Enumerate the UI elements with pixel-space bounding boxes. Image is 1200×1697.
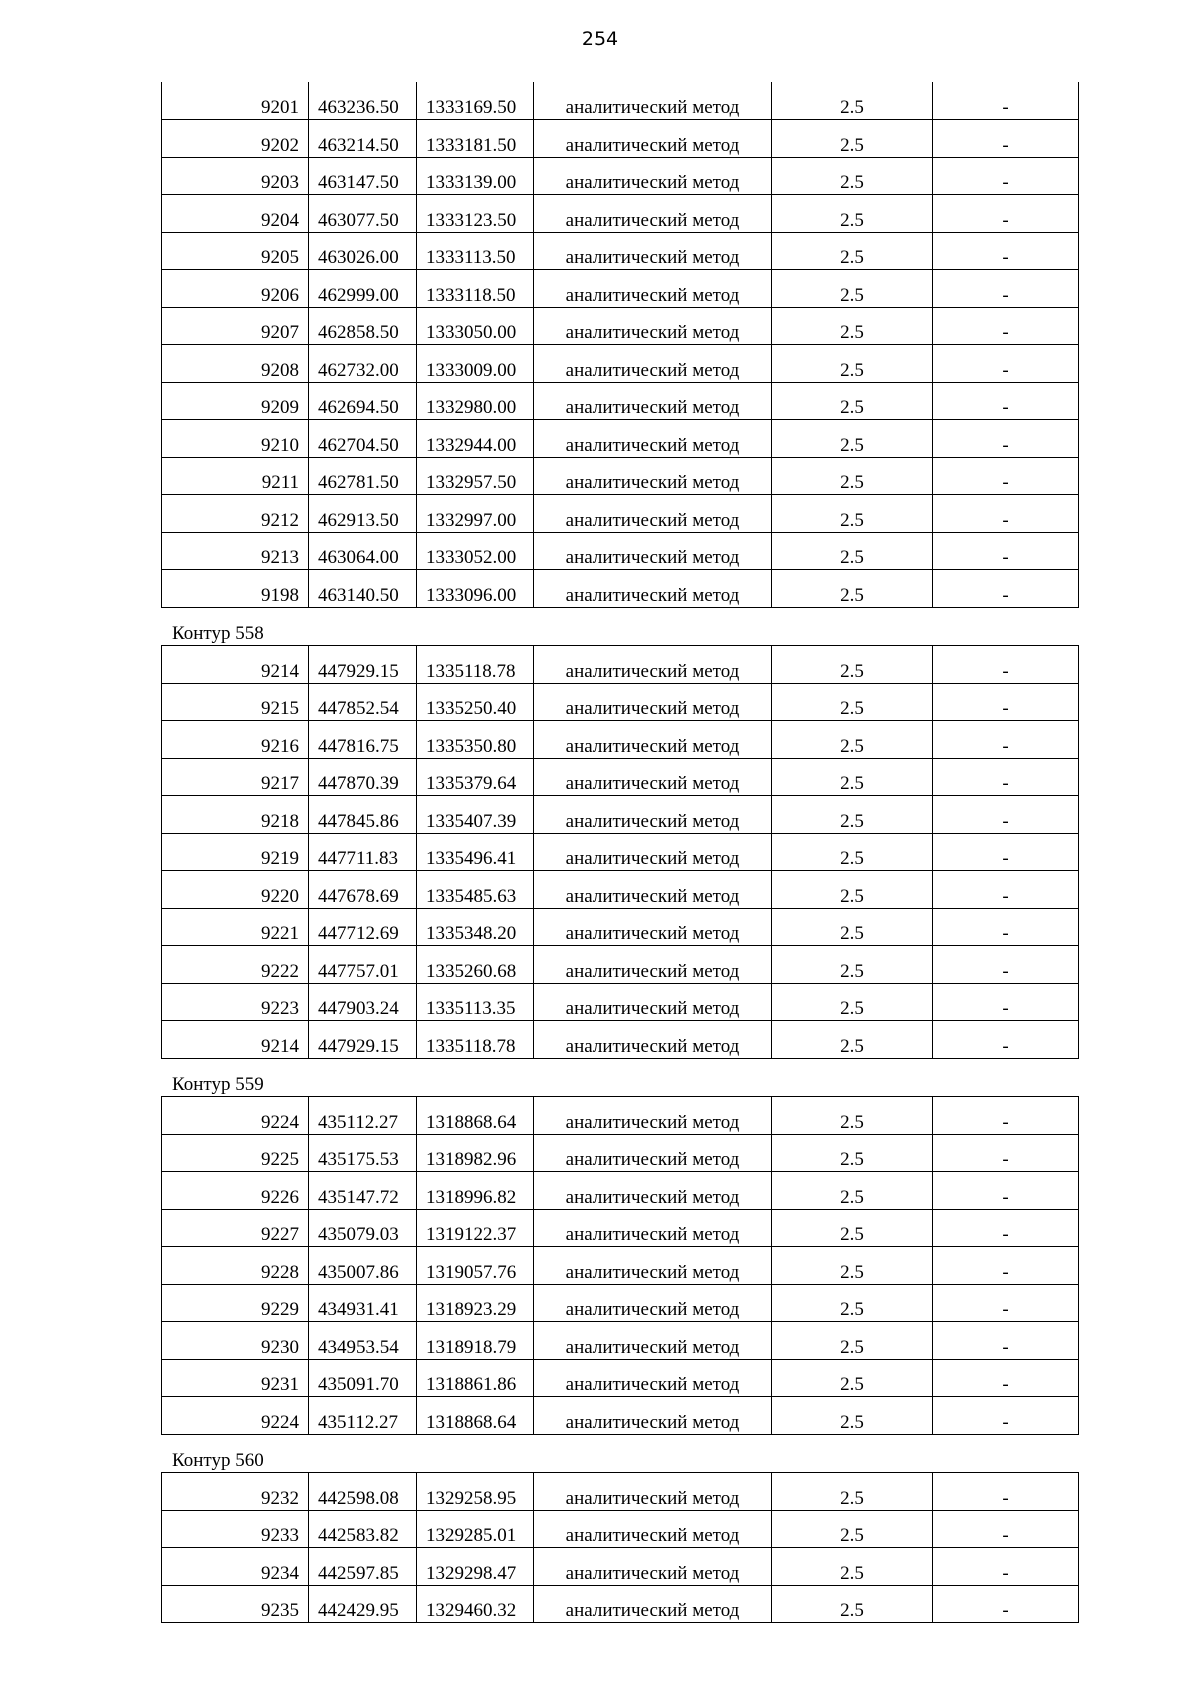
point-number-cell: 9214: [162, 1021, 309, 1059]
table-row: [162, 983, 1079, 1021]
description-cell: -: [933, 270, 1079, 308]
description-cell: -: [933, 1097, 1079, 1135]
description-cell: -: [933, 683, 1079, 721]
description-cell: -: [933, 721, 1079, 759]
method-cell: аналитический метод: [534, 1097, 772, 1135]
x-coordinate-cell: 434931.41: [309, 1284, 417, 1322]
method-cell: аналитический метод: [534, 1359, 772, 1397]
method-cell: аналитический метод: [534, 382, 772, 420]
table-row: [162, 1510, 1079, 1548]
accuracy-cell: 2.5: [772, 82, 933, 120]
description-cell: -: [933, 833, 1079, 871]
y-coordinate-cell: 1318982.96: [417, 1134, 534, 1172]
description-cell: -: [933, 1209, 1079, 1247]
method-cell: аналитический метод: [534, 82, 772, 120]
accuracy-cell: 2.5: [772, 120, 933, 158]
point-number-cell: 9230: [162, 1322, 309, 1360]
contour-label: Контур 558: [172, 623, 264, 644]
x-coordinate-cell: 447929.15: [309, 646, 417, 684]
accuracy-cell: 2.5: [772, 946, 933, 984]
description-cell: -: [933, 1322, 1079, 1360]
accuracy-cell: 2.5: [772, 532, 933, 570]
accuracy-cell: 2.5: [772, 1134, 933, 1172]
description-cell: -: [933, 983, 1079, 1021]
accuracy-cell: 2.5: [772, 721, 933, 759]
accuracy-cell: 2.5: [772, 157, 933, 195]
description-cell: -: [933, 532, 1079, 570]
y-coordinate-cell: 1318868.64: [417, 1097, 534, 1135]
method-cell: аналитический метод: [534, 232, 772, 270]
point-number-cell: 9215: [162, 683, 309, 721]
accuracy-cell: 2.5: [772, 1209, 933, 1247]
method-cell: аналитический метод: [534, 457, 772, 495]
description-cell: -: [933, 946, 1079, 984]
table-row: [162, 1209, 1079, 1247]
point-number-cell: 9228: [162, 1247, 309, 1285]
table-row: [162, 946, 1079, 984]
point-number-cell: 9203: [162, 157, 309, 195]
description-cell: -: [933, 1134, 1079, 1172]
method-cell: аналитический метод: [534, 1247, 772, 1285]
table-row: [162, 532, 1079, 570]
method-cell: аналитический метод: [534, 833, 772, 871]
y-coordinate-cell: 1329258.95: [417, 1473, 534, 1511]
point-number-cell: 9205: [162, 232, 309, 270]
method-cell: аналитический метод: [534, 796, 772, 834]
y-coordinate-cell: 1333169.50: [417, 82, 534, 120]
description-cell: -: [933, 1359, 1079, 1397]
table-row: [162, 796, 1079, 834]
table-row: [162, 1397, 1079, 1435]
description-cell: -: [933, 796, 1079, 834]
y-coordinate-cell: 1335260.68: [417, 946, 534, 984]
method-cell: аналитический метод: [534, 1209, 772, 1247]
description-cell: -: [933, 1247, 1079, 1285]
coordinates-document: [161, 82, 1078, 1623]
table-row: [162, 1473, 1079, 1511]
description-cell: -: [933, 758, 1079, 796]
x-coordinate-cell: 463147.50: [309, 157, 417, 195]
table-row: [162, 1172, 1079, 1210]
x-coordinate-cell: 435091.70: [309, 1359, 417, 1397]
y-coordinate-cell: 1335348.20: [417, 908, 534, 946]
method-cell: аналитический метод: [534, 1021, 772, 1059]
method-cell: аналитический метод: [534, 1473, 772, 1511]
table-row: [162, 307, 1079, 345]
method-cell: аналитический метод: [534, 1284, 772, 1322]
table-row: [162, 420, 1079, 458]
x-coordinate-cell: 442583.82: [309, 1510, 417, 1548]
x-coordinate-cell: 435175.53: [309, 1134, 417, 1172]
point-number-cell: 9232: [162, 1473, 309, 1511]
x-coordinate-cell: 447816.75: [309, 721, 417, 759]
table-row: [162, 120, 1079, 158]
table-row: [162, 1359, 1079, 1397]
point-number-cell: 9198: [162, 570, 309, 608]
point-number-cell: 9224: [162, 1097, 309, 1135]
table-row: [162, 721, 1079, 759]
method-cell: аналитический метод: [534, 1172, 772, 1210]
accuracy-cell: 2.5: [772, 495, 933, 533]
coordinates-table: [161, 645, 1079, 1059]
table-row: [162, 495, 1079, 533]
accuracy-cell: 2.5: [772, 345, 933, 383]
y-coordinate-cell: 1333009.00: [417, 345, 534, 383]
table-row: [162, 758, 1079, 796]
accuracy-cell: 2.5: [772, 646, 933, 684]
description-cell: -: [933, 382, 1079, 420]
accuracy-cell: 2.5: [772, 1284, 933, 1322]
point-number-cell: 9219: [162, 833, 309, 871]
x-coordinate-cell: 447929.15: [309, 1021, 417, 1059]
point-number-cell: 9201: [162, 82, 309, 120]
y-coordinate-cell: 1335407.39: [417, 796, 534, 834]
description-cell: -: [933, 82, 1079, 120]
table-row: [162, 1322, 1079, 1360]
point-number-cell: 9221: [162, 908, 309, 946]
y-coordinate-cell: 1318923.29: [417, 1284, 534, 1322]
table-row: [162, 908, 1079, 946]
description-cell: -: [933, 120, 1079, 158]
description-cell: -: [933, 908, 1079, 946]
x-coordinate-cell: 462858.50: [309, 307, 417, 345]
point-number-cell: 9212: [162, 495, 309, 533]
x-coordinate-cell: 435112.27: [309, 1397, 417, 1435]
method-cell: аналитический метод: [534, 871, 772, 909]
point-number-cell: 9234: [162, 1548, 309, 1586]
point-number-cell: 9206: [162, 270, 309, 308]
x-coordinate-cell: 463064.00: [309, 532, 417, 570]
page-number: 254: [581, 28, 619, 50]
method-cell: аналитический метод: [534, 1322, 772, 1360]
point-number-cell: 9231: [162, 1359, 309, 1397]
table-row: [162, 683, 1079, 721]
x-coordinate-cell: 463214.50: [309, 120, 417, 158]
point-number-cell: 9208: [162, 345, 309, 383]
description-cell: -: [933, 195, 1079, 233]
accuracy-cell: 2.5: [772, 1322, 933, 1360]
table-row: [162, 570, 1079, 608]
y-coordinate-cell: 1333118.50: [417, 270, 534, 308]
accuracy-cell: 2.5: [772, 457, 933, 495]
table-row: [162, 1134, 1079, 1172]
method-cell: аналитический метод: [534, 1510, 772, 1548]
coordinates-table: [161, 1096, 1079, 1435]
x-coordinate-cell: 462999.00: [309, 270, 417, 308]
table-row: [162, 270, 1079, 308]
y-coordinate-cell: 1329460.32: [417, 1585, 534, 1623]
x-coordinate-cell: 463140.50: [309, 570, 417, 608]
description-cell: -: [933, 1397, 1079, 1435]
accuracy-cell: 2.5: [772, 382, 933, 420]
x-coordinate-cell: 462694.50: [309, 382, 417, 420]
x-coordinate-cell: 442429.95: [309, 1585, 417, 1623]
accuracy-cell: 2.5: [772, 270, 933, 308]
accuracy-cell: 2.5: [772, 1585, 933, 1623]
description-cell: -: [933, 871, 1079, 909]
point-number-cell: 9211: [162, 457, 309, 495]
method-cell: аналитический метод: [534, 1548, 772, 1586]
table-row: [162, 82, 1079, 120]
method-cell: аналитический метод: [534, 721, 772, 759]
accuracy-cell: 2.5: [772, 796, 933, 834]
description-cell: -: [933, 1510, 1079, 1548]
y-coordinate-cell: 1335485.63: [417, 871, 534, 909]
point-number-cell: 9233: [162, 1510, 309, 1548]
method-cell: аналитический метод: [534, 683, 772, 721]
accuracy-cell: 2.5: [772, 1097, 933, 1135]
accuracy-cell: 2.5: [772, 1510, 933, 1548]
y-coordinate-cell: 1318868.64: [417, 1397, 534, 1435]
table-row: [162, 345, 1079, 383]
y-coordinate-cell: 1319122.37: [417, 1209, 534, 1247]
x-coordinate-cell: 435147.72: [309, 1172, 417, 1210]
point-number-cell: 9226: [162, 1172, 309, 1210]
table-row: [162, 382, 1079, 420]
x-coordinate-cell: 462913.50: [309, 495, 417, 533]
point-number-cell: 9204: [162, 195, 309, 233]
y-coordinate-cell: 1332980.00: [417, 382, 534, 420]
method-cell: аналитический метод: [534, 495, 772, 533]
point-number-cell: 9214: [162, 646, 309, 684]
method-cell: аналитический метод: [534, 420, 772, 458]
table-row: [162, 457, 1079, 495]
y-coordinate-cell: 1329285.01: [417, 1510, 534, 1548]
y-coordinate-cell: 1335118.78: [417, 646, 534, 684]
accuracy-cell: 2.5: [772, 1548, 933, 1586]
y-coordinate-cell: 1332997.00: [417, 495, 534, 533]
point-number-cell: 9235: [162, 1585, 309, 1623]
x-coordinate-cell: 435112.27: [309, 1097, 417, 1135]
accuracy-cell: 2.5: [772, 420, 933, 458]
description-cell: -: [933, 646, 1079, 684]
table-row: [162, 1585, 1079, 1623]
point-number-cell: 9225: [162, 1134, 309, 1172]
y-coordinate-cell: 1333139.00: [417, 157, 534, 195]
y-coordinate-cell: 1333113.50: [417, 232, 534, 270]
y-coordinate-cell: 1335118.78: [417, 1021, 534, 1059]
accuracy-cell: 2.5: [772, 1172, 933, 1210]
accuracy-cell: 2.5: [772, 1397, 933, 1435]
accuracy-cell: 2.5: [772, 983, 933, 1021]
y-coordinate-cell: 1335350.80: [417, 721, 534, 759]
y-coordinate-cell: 1318861.86: [417, 1359, 534, 1397]
y-coordinate-cell: 1333052.00: [417, 532, 534, 570]
method-cell: аналитический метод: [534, 908, 772, 946]
y-coordinate-cell: 1335496.41: [417, 833, 534, 871]
method-cell: аналитический метод: [534, 1397, 772, 1435]
x-coordinate-cell: 447678.69: [309, 871, 417, 909]
table-row: [162, 871, 1079, 909]
x-coordinate-cell: 447852.54: [309, 683, 417, 721]
description-cell: -: [933, 1284, 1079, 1322]
x-coordinate-cell: 447903.24: [309, 983, 417, 1021]
accuracy-cell: 2.5: [772, 1021, 933, 1059]
method-cell: аналитический метод: [534, 646, 772, 684]
accuracy-cell: 2.5: [772, 908, 933, 946]
accuracy-cell: 2.5: [772, 232, 933, 270]
point-number-cell: 9207: [162, 307, 309, 345]
table-row: [162, 157, 1079, 195]
accuracy-cell: 2.5: [772, 1359, 933, 1397]
table-row: [162, 1247, 1079, 1285]
method-cell: аналитический метод: [534, 983, 772, 1021]
method-cell: аналитический метод: [534, 120, 772, 158]
method-cell: аналитический метод: [534, 270, 772, 308]
description-cell: -: [933, 495, 1079, 533]
y-coordinate-cell: 1333123.50: [417, 195, 534, 233]
accuracy-cell: 2.5: [772, 570, 933, 608]
accuracy-cell: 2.5: [772, 1473, 933, 1511]
y-coordinate-cell: 1333181.50: [417, 120, 534, 158]
method-cell: аналитический метод: [534, 532, 772, 570]
y-coordinate-cell: 1335113.35: [417, 983, 534, 1021]
y-coordinate-cell: 1318996.82: [417, 1172, 534, 1210]
accuracy-cell: 2.5: [772, 307, 933, 345]
point-number-cell: 9217: [162, 758, 309, 796]
point-number-cell: 9229: [162, 1284, 309, 1322]
x-coordinate-cell: 447711.83: [309, 833, 417, 871]
x-coordinate-cell: 447870.39: [309, 758, 417, 796]
accuracy-cell: 2.5: [772, 758, 933, 796]
table-row: [162, 646, 1079, 684]
point-number-cell: 9222: [162, 946, 309, 984]
accuracy-cell: 2.5: [772, 833, 933, 871]
method-cell: аналитический метод: [534, 157, 772, 195]
table-row: [162, 1021, 1079, 1059]
y-coordinate-cell: 1332957.50: [417, 457, 534, 495]
point-number-cell: 9224: [162, 1397, 309, 1435]
contour-label: Контур 559: [172, 1074, 264, 1095]
x-coordinate-cell: 434953.54: [309, 1322, 417, 1360]
description-cell: -: [933, 1172, 1079, 1210]
y-coordinate-cell: 1332944.00: [417, 420, 534, 458]
method-cell: аналитический метод: [534, 758, 772, 796]
table-row: [162, 232, 1079, 270]
x-coordinate-cell: 463077.50: [309, 195, 417, 233]
method-cell: аналитический метод: [534, 570, 772, 608]
method-cell: аналитический метод: [534, 307, 772, 345]
point-number-cell: 9223: [162, 983, 309, 1021]
point-number-cell: 9218: [162, 796, 309, 834]
method-cell: аналитический метод: [534, 195, 772, 233]
x-coordinate-cell: 463236.50: [309, 82, 417, 120]
method-cell: аналитический метод: [534, 1134, 772, 1172]
x-coordinate-cell: 442598.08: [309, 1473, 417, 1511]
x-coordinate-cell: 462704.50: [309, 420, 417, 458]
contour-label: Контур 560: [172, 1450, 264, 1471]
x-coordinate-cell: 435079.03: [309, 1209, 417, 1247]
point-number-cell: 9216: [162, 721, 309, 759]
point-number-cell: 9209: [162, 382, 309, 420]
point-number-cell: 9227: [162, 1209, 309, 1247]
accuracy-cell: 2.5: [772, 683, 933, 721]
accuracy-cell: 2.5: [772, 871, 933, 909]
y-coordinate-cell: 1333096.00: [417, 570, 534, 608]
description-cell: -: [933, 570, 1079, 608]
description-cell: -: [933, 1585, 1079, 1623]
description-cell: -: [933, 1021, 1079, 1059]
description-cell: -: [933, 232, 1079, 270]
description-cell: -: [933, 307, 1079, 345]
description-cell: -: [933, 1548, 1079, 1586]
method-cell: аналитический метод: [534, 1585, 772, 1623]
table-row: [162, 195, 1079, 233]
y-coordinate-cell: 1335250.40: [417, 683, 534, 721]
x-coordinate-cell: 463026.00: [309, 232, 417, 270]
point-number-cell: 9210: [162, 420, 309, 458]
x-coordinate-cell: 447845.86: [309, 796, 417, 834]
table-row: [162, 1284, 1079, 1322]
x-coordinate-cell: 442597.85: [309, 1548, 417, 1586]
y-coordinate-cell: 1333050.00: [417, 307, 534, 345]
table-row: [162, 1548, 1079, 1586]
accuracy-cell: 2.5: [772, 1247, 933, 1285]
y-coordinate-cell: 1319057.76: [417, 1247, 534, 1285]
table-row: [162, 833, 1079, 871]
description-cell: -: [933, 420, 1079, 458]
x-coordinate-cell: 435007.86: [309, 1247, 417, 1285]
description-cell: -: [933, 157, 1079, 195]
y-coordinate-cell: 1335379.64: [417, 758, 534, 796]
description-cell: -: [933, 345, 1079, 383]
coordinates-table: [161, 1472, 1079, 1623]
y-coordinate-cell: 1318918.79: [417, 1322, 534, 1360]
x-coordinate-cell: 447757.01: [309, 946, 417, 984]
table-row: [162, 1097, 1079, 1135]
method-cell: аналитический метод: [534, 345, 772, 383]
x-coordinate-cell: 462781.50: [309, 457, 417, 495]
coordinates-table: [161, 82, 1079, 608]
point-number-cell: 9213: [162, 532, 309, 570]
point-number-cell: 9220: [162, 871, 309, 909]
y-coordinate-cell: 1329298.47: [417, 1548, 534, 1586]
x-coordinate-cell: 447712.69: [309, 908, 417, 946]
point-number-cell: 9202: [162, 120, 309, 158]
method-cell: аналитический метод: [534, 946, 772, 984]
x-coordinate-cell: 462732.00: [309, 345, 417, 383]
description-cell: -: [933, 457, 1079, 495]
accuracy-cell: 2.5: [772, 195, 933, 233]
description-cell: -: [933, 1473, 1079, 1511]
